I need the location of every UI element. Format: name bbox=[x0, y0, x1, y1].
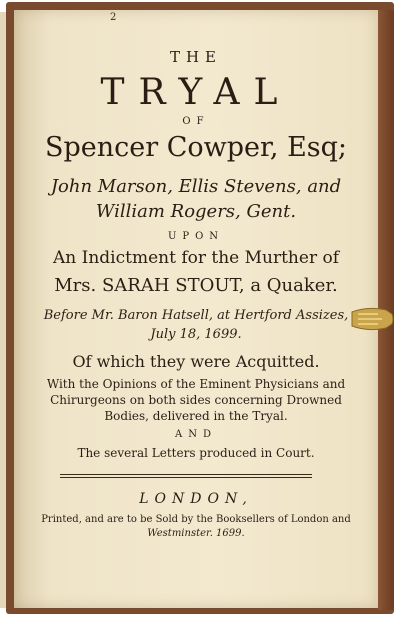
acquitted-line: Of which they were Acquitted. bbox=[72, 352, 320, 371]
imprint-line-1: Printed, and are to be Sold by the Booksellers of London and bbox=[41, 514, 351, 525]
opinions-line-3: Bodies, delivered in the Tryal. bbox=[104, 409, 288, 423]
letters-line: The several Letters produced in Court. bbox=[77, 446, 315, 460]
brass-clasp bbox=[348, 304, 394, 334]
co-defendants-line-2: William Rogers, Gent. bbox=[95, 201, 297, 222]
opinions-line-2: Chirurgeons on both sides concerning Drowned bbox=[50, 393, 342, 407]
defendant-name: Spencer Cowper, Esq; bbox=[44, 132, 348, 163]
victim-line: Mrs. SARAH STOUT, a Quaker. bbox=[54, 275, 338, 296]
opinions-line-1: With the Opinions of the Eminent Physicians and bbox=[46, 377, 346, 391]
court-line: Before Mr. Baron Hatsell, at Hertford Assizes, bbox=[43, 308, 349, 323]
heading-of: OF bbox=[182, 116, 210, 127]
imprint-line-2: Westminster. 1699. bbox=[147, 528, 245, 539]
heading-tryal: TRYAL bbox=[100, 72, 292, 113]
indictment-line: An Indictment for the Murther of bbox=[52, 248, 339, 268]
heading-the: THE bbox=[169, 48, 223, 66]
imprint-city: LONDON, bbox=[139, 491, 253, 507]
date-line: July 18, 1699. bbox=[150, 327, 242, 342]
rule-bottom bbox=[60, 477, 312, 478]
heading-upon: UPON bbox=[167, 231, 225, 242]
heading-and: AND bbox=[175, 429, 217, 440]
co-defendants-line-1: John Marson, Ellis Stevens, and bbox=[50, 176, 342, 197]
rule-top bbox=[60, 474, 312, 475]
corner-mark: 2 bbox=[110, 12, 117, 23]
